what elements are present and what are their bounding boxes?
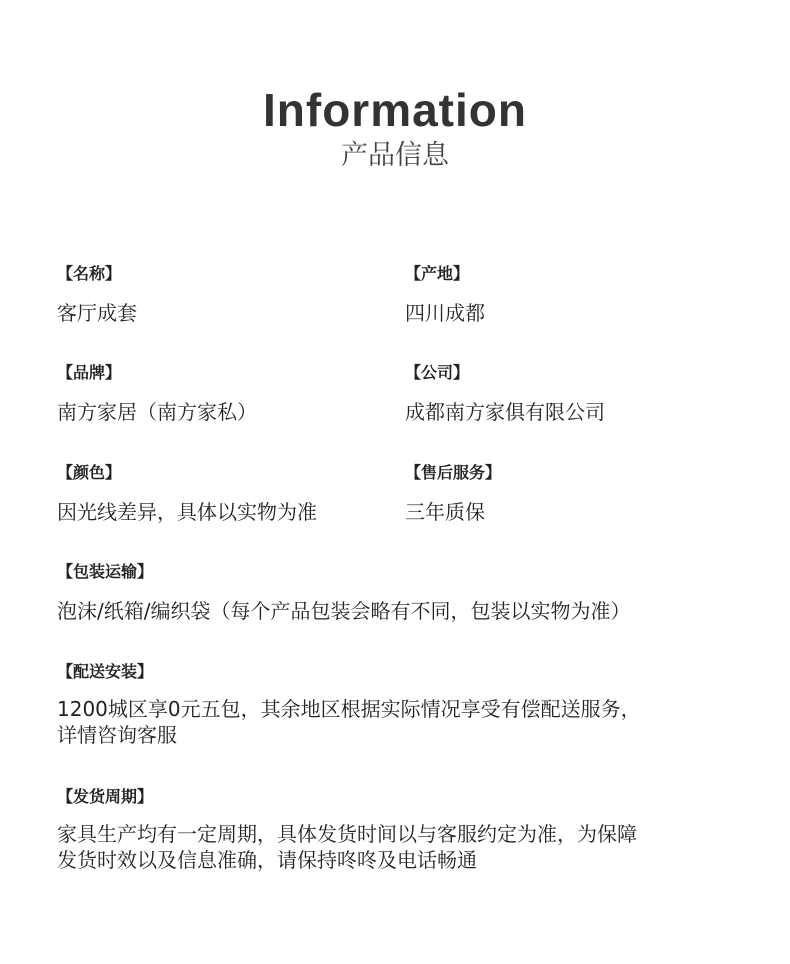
page-title-english: Information bbox=[263, 84, 527, 136]
field-delivery-install-line-1: 1200城区享0元五包，其余地区根据实际情况享受有偿配送服务， bbox=[57, 697, 641, 721]
field-color bbox=[57, 463, 317, 525]
field-origin bbox=[405, 264, 485, 326]
field-packaging-value: 泡沫/纸箱/编织袋（每个产品包装会略有不同，包装以实物为准） bbox=[57, 599, 631, 623]
field-origin-label: 【产地】 bbox=[405, 264, 470, 283]
page-header bbox=[0, 84, 790, 174]
field-brand bbox=[57, 363, 257, 425]
field-shipping-period-value bbox=[57, 821, 707, 873]
field-company-label: 【公司】 bbox=[405, 363, 470, 382]
field-shipping-period bbox=[57, 787, 707, 873]
field-after-sales-value: 三年质保 bbox=[405, 500, 485, 524]
field-color-value: 因光线差异，具体以实物为准 bbox=[57, 500, 317, 524]
field-brand-label: 【品牌】 bbox=[57, 363, 122, 382]
field-packaging-label: 【包装运输】 bbox=[57, 562, 154, 581]
field-color-label: 【颜色】 bbox=[57, 463, 122, 482]
field-delivery-install-value bbox=[57, 696, 707, 748]
field-company-value: 成都南方家俱有限公司 bbox=[405, 400, 605, 424]
field-name-value: 客厅成套 bbox=[57, 301, 137, 325]
field-after-sales-label: 【售后服务】 bbox=[405, 463, 502, 482]
field-shipping-period-line-1: 家具生产均有一定周期，具体发货时间以与客服约定为准，为保障 bbox=[57, 822, 637, 846]
field-packaging bbox=[57, 562, 630, 624]
field-origin-value: 四川成都 bbox=[405, 301, 485, 325]
field-name bbox=[57, 264, 137, 326]
field-delivery-install-label: 【配送安装】 bbox=[57, 662, 154, 681]
field-name-label: 【名称】 bbox=[57, 264, 122, 283]
field-shipping-period-line-2: 发货时效以及信息准确，请保持咚咚及电话畅通 bbox=[57, 848, 477, 872]
field-after-sales bbox=[405, 463, 501, 525]
field-delivery-install bbox=[57, 662, 707, 748]
field-delivery-install-line-2: 详情咨询客服 bbox=[57, 723, 177, 747]
field-brand-value: 南方家居（南方家私） bbox=[57, 400, 257, 424]
page-title-chinese: 产品信息 bbox=[341, 140, 449, 171]
field-shipping-period-label: 【发货周期】 bbox=[57, 787, 154, 806]
field-company bbox=[405, 363, 605, 425]
